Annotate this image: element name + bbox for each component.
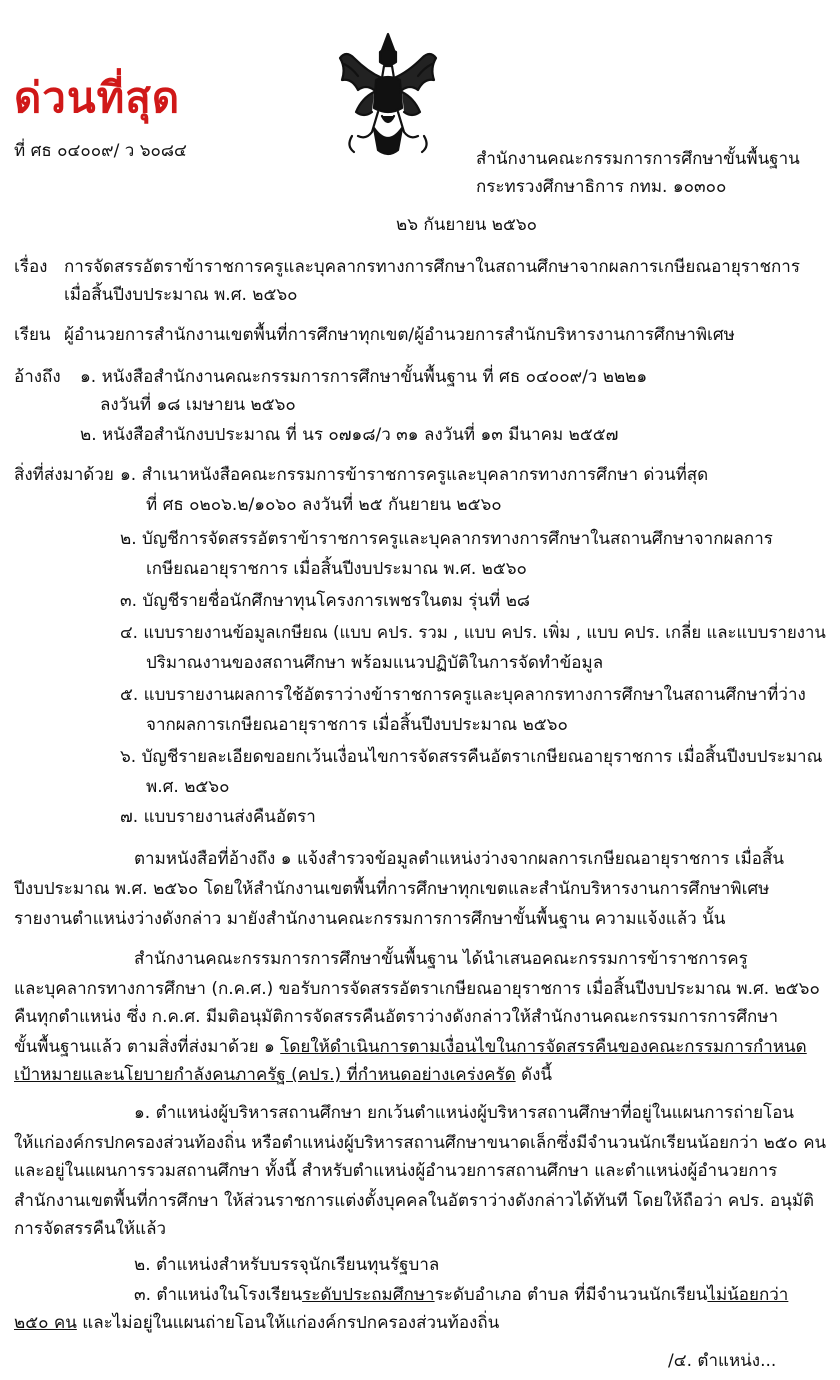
subject-line: เมื่อสิ้นปีงบประมาณ พ.ศ. ๒๕๖๐ [64, 285, 298, 305]
enclosure-line: ๖. บัญชีรายละเอียดขอยกเว้นเงื่อนไขการจัดสรรคืนอัตราเกษียณอายุราชการ เมื่อสิ้นปีงบประมาณ [120, 747, 823, 767]
body-line: ตามหนังสือที่อ้างถึง ๑ แจ้งสำรวจข้อมูลตำแหน่งว่างจากผลการเกษียณอายุราชการ เมื่อสิ้น [134, 849, 784, 869]
body-line: และบุคลากรทางการศึกษา (ก.ค.ศ.) ขอรับการจัดสรรอัตราเกษียณอายุราชการ เมื่อสิ้นปีงบประมาณ พ.ศ. ๒๕๖๐ [14, 979, 820, 999]
enclosure-line: พ.ศ. ๒๕๖๐ [146, 777, 230, 797]
addressee-text: ผู้อำนวยการสำนักงานเขตพื้นที่การศึกษาทุกเขต/ผู้อำนวยการสำนักบริหารงานการศึกษาพิเศษ [64, 325, 735, 345]
page-continuation: /๔. ตำแหน่ง... [668, 1351, 777, 1371]
body-line: คืนทุกตำแหน่ง ซึ่ง ก.ค.ศ. มีมติอนุมัติการจัดสรรคืนอัตราว่างดังกล่าวให้สำนักงานคณะกรรมการการศึกษา [14, 1007, 779, 1027]
subject-line: การจัดสรรอัตราข้าราชการครูและบุคลากรทางการศึกษาในสถานศึกษาจากผลการเกษียณอายุราชการ [64, 257, 800, 277]
enclosure-line: ๓. บัญชีรายชื่อนักศึกษาทุนโครงการเพชรในตม รุ่นที่ ๒๘ [120, 591, 531, 611]
underlined-condition: โดยให้ดำเนินการตามเงื่อนไขในการจัดสรรคืนของคณะกรรมการกำหนด [280, 1037, 807, 1057]
addressee-label: เรียน [14, 325, 51, 345]
document-date: ๒๖ กันยายน ๒๕๖๐ [396, 215, 538, 235]
body-text: ระดับอำเภอ ตำบล ที่มีจำนวนนักเรียน [434, 1285, 708, 1305]
enclosure-line: ปริมาณงานของสถานศึกษา พร้อมแนวปฏิบัติในการจัดทำข้อมูล [146, 653, 604, 673]
enclosure-line: เกษียณอายุราชการ เมื่อสิ้นปีงบประมาณ พ.ศ. ๒๕๖๐ [146, 559, 527, 579]
enclosure-line: จากผลการเกษียณอายุราชการ เมื่อสิ้นปีงบประมาณ ๒๕๖๐ [146, 715, 568, 735]
underlined-condition: เป้าหมายและนโยบายกำลังคนภาครัฐ (คปร.) ที่กำหนดอย่างเคร่งครัด [14, 1065, 516, 1085]
body-text: ๓. ตำแหน่งในโรงเรียน [134, 1285, 303, 1305]
reference-item: ๑. หนังสือสำนักงานคณะกรรมการการศึกษาขั้นพื้นฐาน ที่ ศธ ๐๔๐๐๙/ว ๒๒๒๑ [80, 367, 648, 387]
enclosure-line: ๑. สำเนาหนังสือคณะกรรมการข้าราชการครูและบุคลากรทางการศึกษา ด่วนที่สุด [120, 465, 709, 485]
garuda-emblem-icon [332, 28, 444, 160]
body-line [134, 1284, 788, 1306]
body-text: ขั้นพื้นฐานแล้ว ตามสิ่งที่ส่งมาด้วย ๑ [14, 1037, 281, 1057]
body-line: ๒. ตำแหน่งสำหรับบรรจุนักเรียนทุนรัฐบาล [134, 1255, 440, 1275]
enclosure-line: ๕. แบบรายงานผลการใช้อัตราว่างข้าราชการครูและบุคลากรทางการศึกษาในสถานศึกษาที่ว่าง [120, 685, 806, 705]
enclosure-line: ๔. แบบรายงานข้อมูลเกษียณ (แบบ คปร. รวม , แบบ คปร. เพิ่ม , แบบ คปร. เกลี่ย และแบบรายงาน [120, 623, 826, 643]
body-text: และไม่อยู่ในแผนถ่ายโอนให้แก่องค์กรปกครองส่วนท้องถิ่น [76, 1313, 500, 1333]
issuing-office: สำนักงานคณะกรรมการการศึกษาขั้นพื้นฐาน [476, 149, 800, 169]
body-line: ให้แก่องค์กรปกครองส่วนท้องถิ่น หรือตำแหน่งผู้บริหารสถานศึกษาขนาดเล็กซึ่งมีจำนวนนักเรียนน้อยกว่า ๒๕๐ คน [14, 1133, 827, 1153]
reference-item: ๒. หนังสือสำนักงบประมาณ ที่ นร ๐๗๑๘/ว ๓๑ ลงวันที่ ๑๓ มีนาคม ๒๕๕๗ [80, 425, 619, 445]
body-line: และอยู่ในแผนการรวมสถานศึกษา ทั้งนี้ สำหรับตำแหน่งผู้อำนวยการสถานศึกษา และตำแหน่งผู้อำนวยการ [14, 1161, 778, 1181]
body-line [14, 1036, 807, 1058]
enclosure-label: สิ่งที่ส่งมาด้วย [14, 465, 114, 485]
document-number: ที่ ศธ ๐๔๐๐๙/ ว ๖๐๘๔ [14, 141, 187, 161]
enclosure-line: ๗. แบบรายงานส่งคืนอัตรา [120, 807, 316, 827]
urgent-stamp: ด่วนที่สุด [14, 73, 181, 122]
body-line: สำนักงานเขตพื้นที่การศึกษา ให้ส่วนราชการแต่งตั้งบุคคลในอัตราว่างดังกล่าวได้ทันที โดยให้ถือว่า คปร. อนุมัติ [14, 1191, 815, 1211]
underlined-condition: ไม่น้อยกว่า [707, 1285, 789, 1305]
body-line: ๑. ตำแหน่งผู้บริหารสถานศึกษา ยกเว้นตำแหน่งผู้บริหารสถานศึกษาที่อยู่ในแผนการถ่ายโอน [134, 1103, 795, 1123]
enclosure-line: ๒. บัญชีการจัดสรรอัตราข้าราชการครูและบุคลากรทางการศึกษาในสถานศึกษาจากผลการ [120, 529, 773, 549]
body-line [14, 1312, 499, 1334]
office-address: กระทรวงศึกษาธิการ กทม. ๑๐๓๐๐ [476, 177, 727, 197]
underlined-condition: ๒๕๐ คน [14, 1313, 77, 1333]
body-line: ปีงบประมาณ พ.ศ. ๒๕๖๐ โดยให้สำนักงานเขตพื้นที่การศึกษาทุกเขตและสำนักบริหารงานการศึกษาพิเศษ [14, 879, 770, 899]
underlined-condition: ระดับประถมศึกษา [302, 1285, 435, 1305]
body-line [14, 1064, 552, 1086]
body-line: การจัดสรรคืนให้แล้ว [14, 1219, 167, 1239]
enclosure-line: ที่ ศธ ๐๒๐๖.๒/๑๐๖๐ ลงวันที่ ๒๕ กันยายน ๒๕๖๐ [146, 495, 502, 515]
reference-label: อ้างถึง [14, 367, 61, 387]
body-line: สำนักงานคณะกรรมการการศึกษาขั้นพื้นฐาน ได้นำเสนอคณะกรรมการข้าราชการครู [134, 949, 748, 969]
body-text: ดังนี้ [515, 1065, 552, 1085]
body-line: รายงานตำแหน่งว่างดังกล่าว มายังสำนักงานคณะกรรมการการศึกษาขั้นพื้นฐาน ความแจ้งแล้ว นั้น [14, 909, 726, 929]
reference-item: ลงวันที่ ๑๘ เมษายน ๒๕๖๐ [100, 395, 296, 415]
subject-label: เรื่อง [14, 257, 48, 277]
